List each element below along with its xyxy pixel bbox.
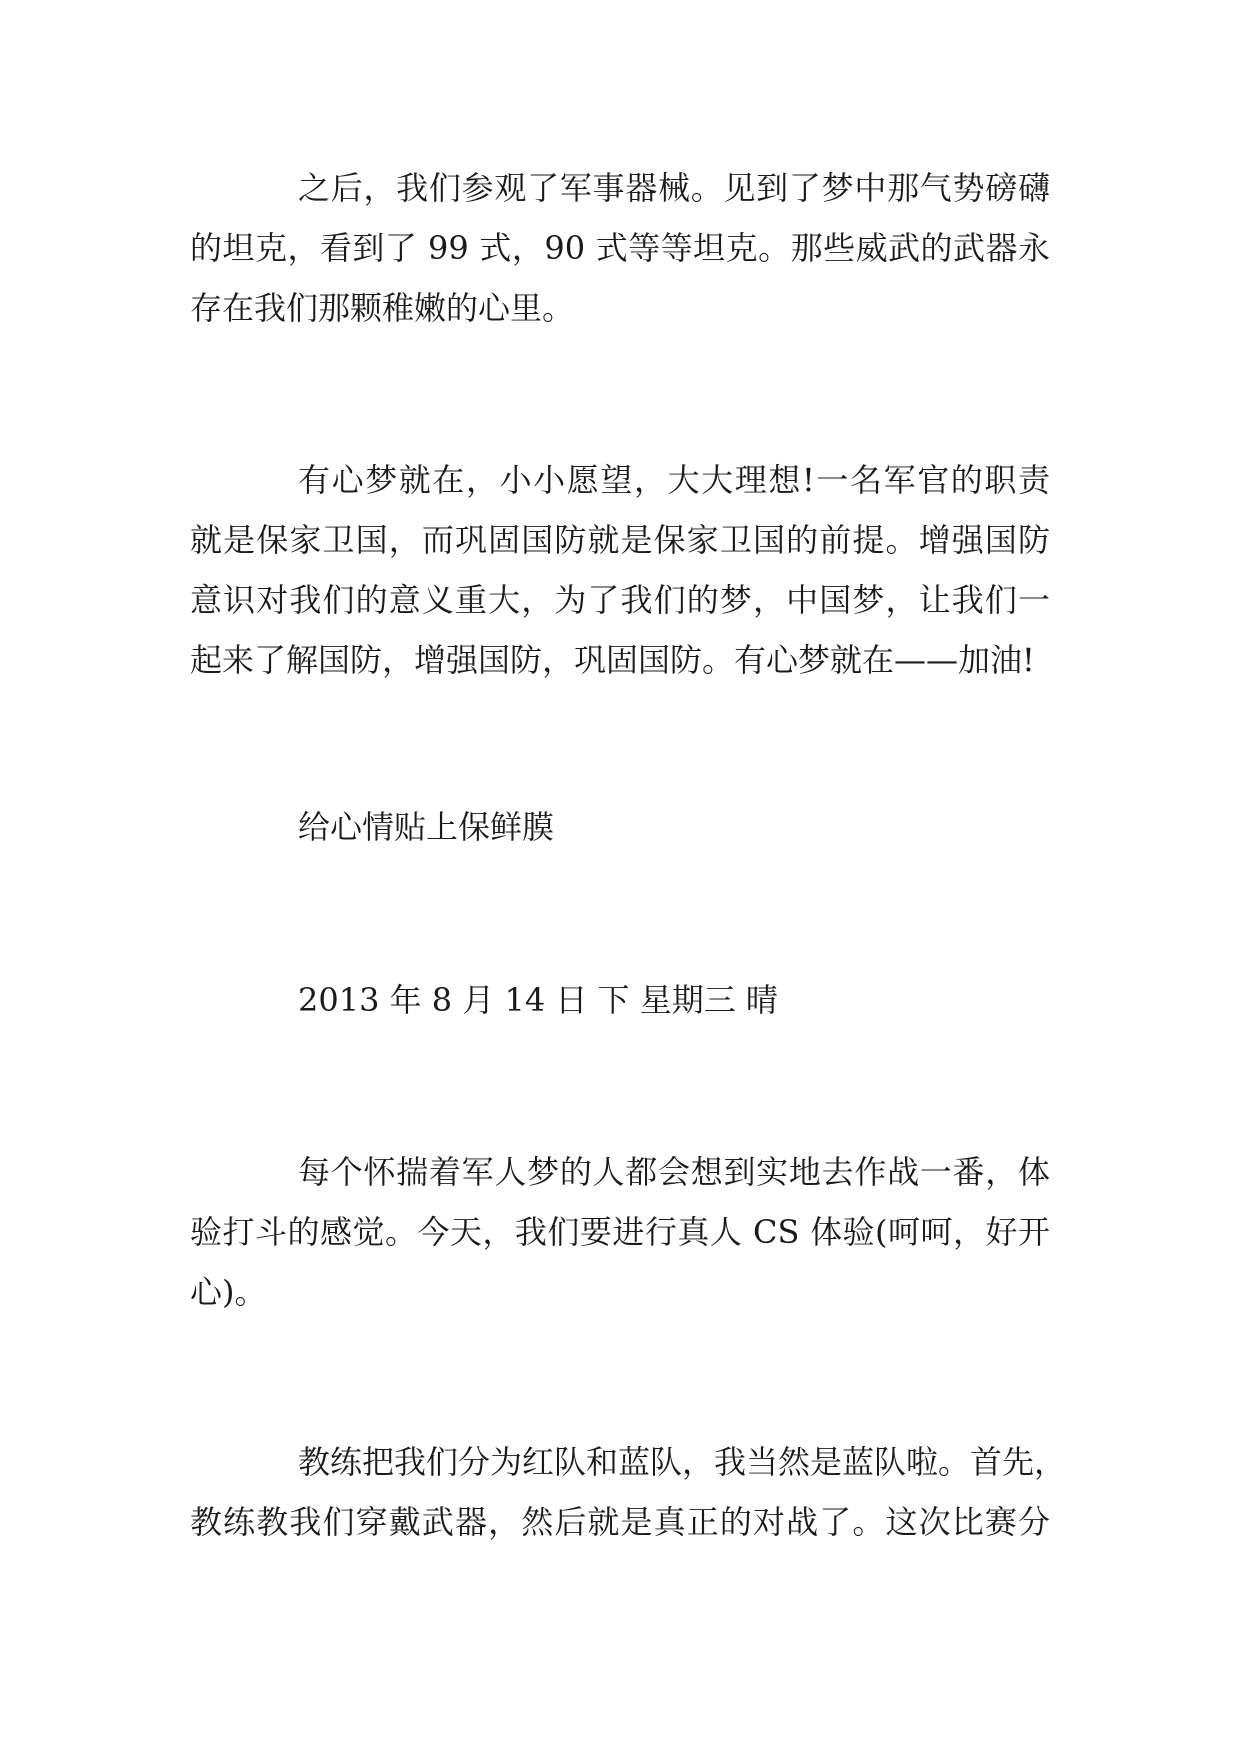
text-line: 起来了解国防，增强国防，巩固国防。有心梦就在——加油!: [190, 641, 1035, 679]
section-title: 给心情贴上保鲜膜: [298, 808, 555, 846]
text-line: 之后，我们参观了军事器械。见到了梦中那气势磅礴: [298, 169, 1050, 207]
text-line: 意识对我们的意义重大，为了我们的梦，中国梦，让我们一: [190, 581, 1050, 619]
text-line: 就是保家卫国，而巩固国防就是保家卫国的前提。增强国防: [190, 521, 1050, 559]
paragraph-dream: [190, 450, 1050, 690]
text-line: 存在我们那颗稚嫩的心里。: [190, 289, 575, 327]
text-line: 的坦克，看到了 99 式，90 式等等坦克。那些威武的武器永: [190, 229, 1050, 267]
text-line: 教练教我们穿戴武器，然后就是真正的对战了。这次比赛分: [190, 1503, 1050, 1541]
text-line: 验打斗的感觉。今天，我们要进行真人 CS 体验(呵呵，好开: [190, 1213, 1050, 1251]
paragraph-military-equipment: [190, 158, 1050, 338]
text-line: 每个怀揣着军人梦的人都会想到实地去作战一番，体: [298, 1153, 1050, 1191]
paragraph-teams: [190, 1432, 1067, 1552]
paragraph-cs-experience: [190, 1142, 1050, 1322]
text-line: 教练把我们分为红队和蓝队，我当然是蓝队啦。首先，: [298, 1443, 1067, 1481]
text-line: 有心梦就在，小小愿望，大大理想!一名军官的职责: [298, 461, 1050, 499]
text-line: 心)。: [190, 1273, 267, 1311]
date-line: 2013 年 8 月 14 日 下 星期三 晴: [298, 981, 778, 1019]
